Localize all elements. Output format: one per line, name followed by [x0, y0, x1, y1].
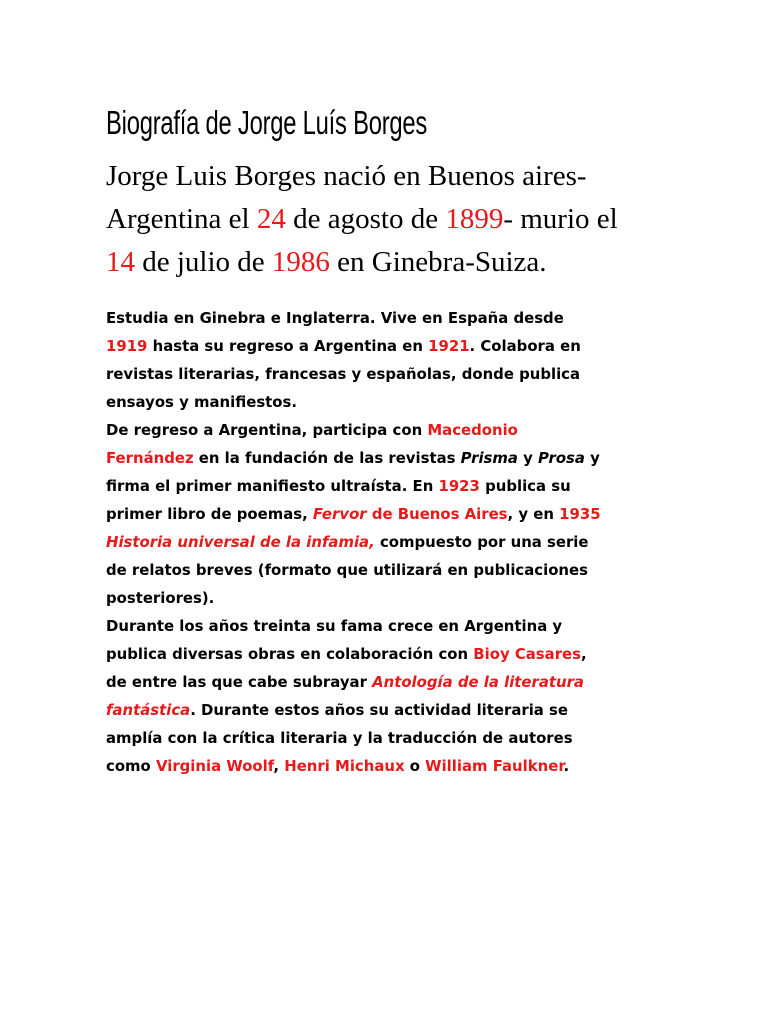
name-bioy-casares: Bioy Casares: [473, 645, 581, 663]
name-william-faulkner: William Faulkner: [425, 757, 564, 775]
death-day: 14: [106, 246, 135, 278]
name-virginia-woolf: Virginia Woolf: [155, 757, 274, 775]
lead-text: Jorge Luis Borges nació en Buenos aires-Argentina el: [106, 160, 587, 235]
lead-text: - murio el: [503, 203, 618, 235]
book-de-buenos-aires: de Buenos Aires: [371, 505, 508, 523]
text-run: . Colabora en revistas literarias, francesas y españolas, donde publica ensayos y manifiestos.: [106, 337, 581, 411]
lead-text: de agosto de: [285, 203, 446, 235]
text-run: hasta su regreso a Argentina en: [147, 337, 429, 355]
name-henri-michaux: Henri Michaux: [284, 757, 405, 775]
book-antologia: Antología de la literatura fantástica: [106, 673, 584, 719]
year-1935: 1935: [559, 505, 601, 523]
page-title: Biografía de Jorge Luís Borges: [106, 104, 428, 141]
text-run: publica su primer libro de poemas,: [106, 477, 571, 523]
birth-year: 1899: [445, 203, 504, 235]
text-run: y: [517, 449, 539, 467]
book-fervor: Fervor: [312, 505, 367, 523]
text-run: De regreso a Argentina, participa con: [106, 421, 428, 439]
text-run: en la fundación de las revistas: [193, 449, 461, 467]
magazine-prisma: Prisma: [460, 449, 518, 467]
lead-paragraph: [106, 155, 651, 284]
death-year: 1986: [271, 246, 330, 278]
text-run: ,: [273, 757, 285, 775]
year-1923: 1923: [438, 477, 480, 495]
magazine-prosa: Prosa: [538, 449, 585, 467]
document-page: [106, 95, 746, 780]
paragraph-thirties: [106, 612, 605, 780]
lead-text: en Ginebra-Suiza.: [329, 246, 547, 278]
paragraph-education: [106, 304, 605, 416]
text-run: , y en: [507, 505, 560, 523]
text-run: y firma el primer manifiesto ultraísta. En: [106, 449, 600, 495]
paragraph-return: [106, 416, 605, 612]
text-run: . Durante estos años su actividad literaria se amplía con la crítica literaria y la traducción de autores como: [106, 701, 573, 775]
lead-text: de julio de: [135, 246, 272, 278]
text-run: Durante los años treinta su fama crece en Argentina y publica diversas obras en colaboración con: [106, 617, 563, 663]
book-historia-universal: Historia universal de la infamia,: [106, 533, 375, 551]
body-text: [106, 304, 605, 780]
text-run: compuesto por una serie de relatos breves (formato que utilizará en publicaciones posteriores).: [106, 533, 589, 607]
year-1919: 1919: [106, 337, 148, 355]
text-run: o: [404, 757, 426, 775]
text-run: , de entre las que cabe subrayar: [106, 645, 587, 691]
year-1921: 1921: [428, 337, 470, 355]
text-run: Estudia en Ginebra e Inglaterra. Vive en España desde: [106, 309, 564, 327]
name-macedonio-fernandez: Macedonio Fernández: [106, 421, 518, 467]
birth-day: 24: [256, 203, 286, 235]
text-run: .: [563, 757, 570, 775]
